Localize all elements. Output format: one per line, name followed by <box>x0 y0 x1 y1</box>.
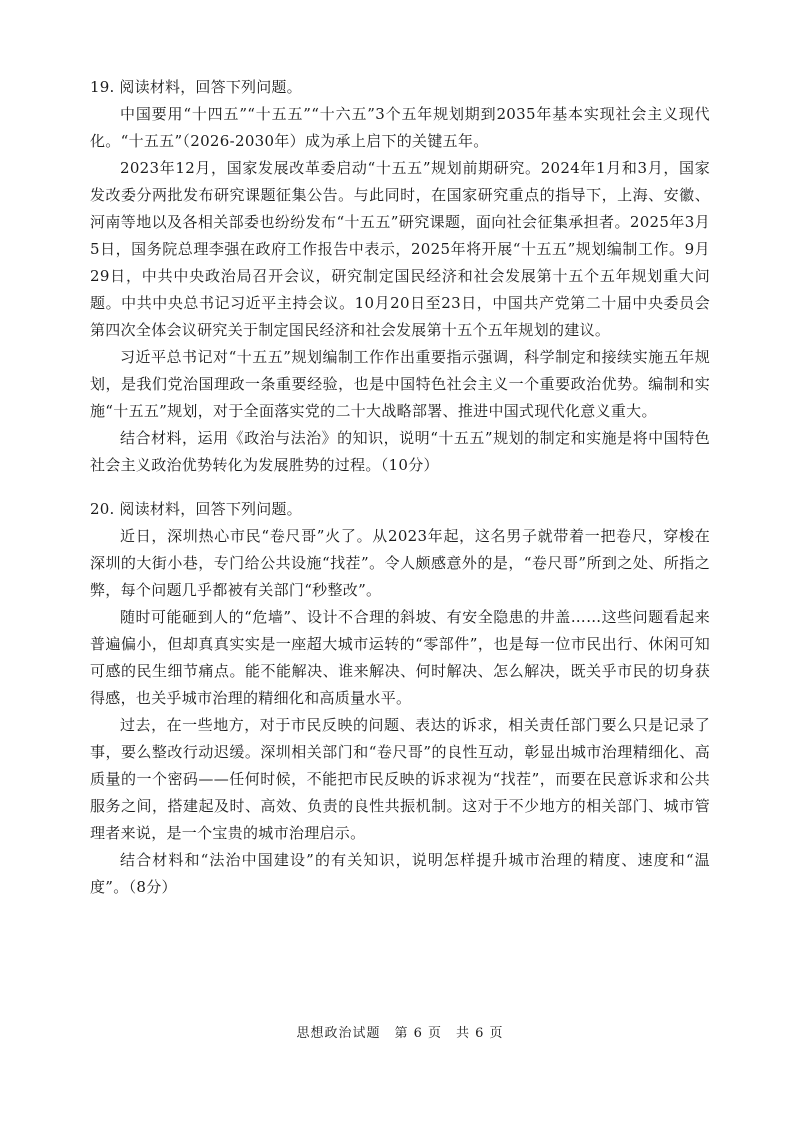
page-footer: 思想政治试题 第 6 页 共 6 页 <box>296 1026 504 1041</box>
question-19-paragraph-1: 中国要用“十四五”“十五五”“十六五”3个五年规划期到2035年基本实现社会主义现代化。“十五五”（2026-2030年）成为承上启下的关键五年。 <box>90 105 710 150</box>
question-19-paragraph-2: 2023年12月，国家发展改革委启动“十五五”规划前期研究。2024年1月和3月，国家发改委分两批发布研究课题征集公告。与此同时，在国家研究重点的指导下，上海、安徽、河南等地以及各相关部委也纷纷发布“十五五”研究课题，面向社会征集承担者。2025年3月5日，国务院总理李强在政府工作报告中表示，2025年将开展“十五五”规划编制工作。9月29日，中共中央政治局召开会议，研究制定国民经济和社会发展第十五个五年规划重大问题。中共中央总书记习近平主持会议。10月20日至23日，中国共产党第二十届中央委员会第四次全体会议研究关于制定国民经济和社会发展第十五个五年规划的建议。 <box>90 159 710 339</box>
question-20-prompt: 结合材料和“法治中国建设”的有关知识，说明怎样提升城市治理的精度、速度和“温度”。（8分） <box>90 851 710 896</box>
question-19-title: 19. 阅读材料，回答下列问题。 <box>90 78 302 96</box>
question-20-paragraph-3: 过去，在一些地方，对于市民反映的问题、表达的诉求，相关责任部门要么只是记录了事，要么整改行动迟缓。深圳相关部门和“卷尺哥”的良性互动，彰显出城市治理精细化、高质量的一个密码——任何时候，不能把市民反映的诉求视为“找茬”，而要在民意诉求和公共服务之间，搭建起及时、高效、负责的良性共振机制。这对于不少地方的相关部门、城市管理者来说，是一个宝贵的城市治理启示。 <box>90 716 710 842</box>
question-19 <box>90 74 710 479</box>
question-20-title: 20. 阅读材料，回答下列问题。 <box>90 500 302 518</box>
question-19-paragraph-3: 习近平总书记对“十五五”规划编制工作作出重要指示强调，科学制定和接续实施五年规划，是我们党治国理政一条重要经验，也是中国特色社会主义一个重要政治优势。编制和实施“十五五”规划，对于全面落实党的二十大战略部署、推进中国式现代化意义重大。 <box>90 348 710 420</box>
question-20 <box>90 496 710 901</box>
question-20-paragraph-1: 近日，深圳热心市民“卷尺哥”火了。从2023年起，这名男子就带着一把卷尺，穿梭在深圳的大街小巷，专门给公共设施“找茬”。令人颇感意外的是，“卷尺哥”所到之处、所指之弊，每个问题几乎都被有关部门“秒整改”。 <box>90 527 710 599</box>
question-20-paragraph-2: 随时可能砸到人的“危墙”、设计不合理的斜坡、有安全隐患的井盖……这些问题看起来普遍偏小，但却真真实实是一座超大城市运转的“零部件”，也是每一位市民出行、休闲可知可感的民生细节痛点。能不能解决、谁来解决、何时解决、怎么解决，既关乎市民的切身获得感，也关乎城市治理的精细化和高质量水平。 <box>90 608 710 707</box>
question-19-prompt: 结合材料，运用《政治与法治》的知识，说明“十五五”规划的制定和实施是将中国特色社会主义政治优势转化为发展胜势的过程。（10分） <box>90 429 710 474</box>
